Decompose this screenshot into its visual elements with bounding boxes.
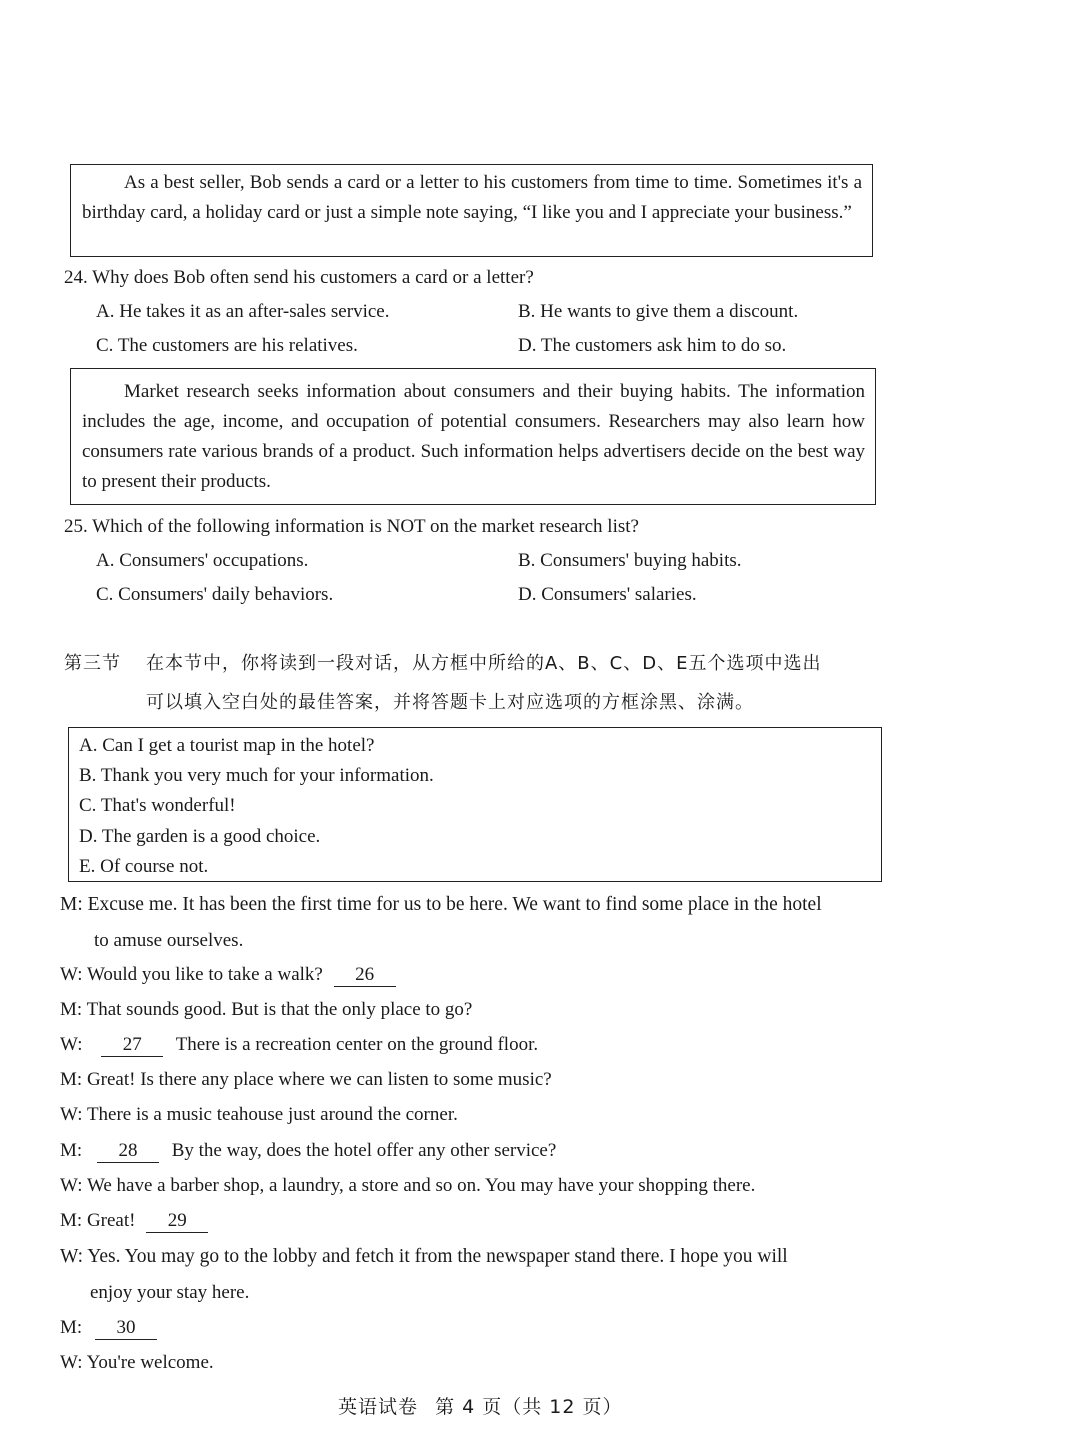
dialogue-line	[60, 1206, 208, 1236]
q25-option-a: A. Consumers' occupations.	[96, 550, 309, 571]
section-label: 第三节	[64, 653, 121, 674]
q24-option-d: D. The customers ask him to do so.	[518, 335, 787, 356]
q24-option-c: C. The customers are his relatives.	[96, 335, 358, 356]
answer-blank-26[interactable]: 26	[334, 964, 396, 987]
choice-b: B. Thank you very much for your information.	[79, 765, 434, 786]
q24-option-a: A. He takes it as an after-sales service.	[96, 301, 390, 322]
q25-option-b: B. Consumers' buying habits.	[518, 550, 742, 571]
dialogue-text: Yes. You may go to the lobby and fetch it from the newspaper stand there. I hope you will	[87, 1246, 788, 1267]
dialogue-text: Great!	[86, 1210, 136, 1231]
speaker: W:	[60, 1246, 84, 1267]
section-instruction-2: 可以填入空白处的最佳答案，并将答题卡上对应选项的方框涂黑、涂满。	[146, 692, 754, 713]
answer-blank-30[interactable]: 30	[95, 1317, 157, 1340]
choice-d: D. The garden is a good choice.	[79, 826, 321, 847]
speaker: M:	[60, 1069, 83, 1090]
speaker: M:	[60, 1210, 83, 1231]
dialogue-continuation: enjoy your stay here.	[90, 1282, 250, 1303]
section-instruction-1: 在本节中，你将读到一段对话，从方框中所给的A、B、C、D、E五个选项中选出	[146, 653, 822, 674]
speaker: W:	[60, 1175, 83, 1196]
dialogue-text: That sounds good. But is that the only place to go?	[86, 999, 473, 1020]
dialogue-text: Would you like to take a walk?	[86, 964, 323, 985]
choice-c: C. That's wonderful!	[79, 795, 236, 816]
choice-e: E. Of course not.	[79, 856, 209, 877]
answer-blank-27[interactable]: 27	[101, 1034, 163, 1057]
dialogue-line	[60, 1313, 157, 1343]
choices-box	[68, 727, 882, 882]
speaker: W:	[60, 1104, 83, 1125]
page-footer	[338, 1392, 623, 1422]
dialogue-text: By the way, does the hotel offer any other service?	[171, 1140, 557, 1161]
dialogue-text: We have a barber shop, a laundry, a store and so on. You may have your shopping there.	[86, 1175, 756, 1196]
choice-a: A. Can I get a tourist map in the hotel?	[79, 735, 375, 756]
speaker: M:	[60, 999, 83, 1020]
dialogue-line	[60, 1242, 788, 1272]
dialogue-continuation: to amuse ourselves.	[94, 930, 244, 951]
dialogue-line	[60, 960, 396, 990]
q25-option-d: D. Consumers' salaries.	[518, 584, 697, 605]
dialogue-line	[60, 1171, 755, 1201]
dialogue-text: You're welcome.	[86, 1352, 214, 1373]
dialogue-text: There is a recreation center on the ground floor.	[175, 1034, 539, 1055]
passage-text: As a best seller, Bob sends a card or a letter to his customers from time to time. Sometimes it's a birthday card, a holiday card or just a simple note saying, “I like you and I appreciate your business.”	[82, 172, 862, 223]
speaker: W:	[60, 1352, 83, 1373]
passage-box-24	[70, 164, 873, 257]
dialogue-line	[60, 1348, 214, 1378]
q24-option-b: B. He wants to give them a discount.	[518, 301, 799, 322]
question-24-stem: 24. Why does Bob often send his customers a card or a letter?	[64, 267, 534, 288]
dialogue-line	[60, 1100, 458, 1130]
dialogue-line	[60, 1136, 556, 1166]
dialogue-text: Great! Is there any place where we can listen to some music?	[86, 1069, 552, 1090]
question-25-stem: 25. Which of the following information is NOT on the market research list?	[64, 516, 639, 537]
speaker: M:	[60, 894, 83, 915]
dialogue-line	[60, 1065, 552, 1095]
dialogue-line	[60, 1030, 538, 1060]
q25-option-c: C. Consumers' daily behaviors.	[96, 584, 334, 605]
dialogue-text: Excuse me. It has been the first time for us to be here. We want to find some place in the hotel	[87, 894, 822, 915]
footer-page: 第 4 页（共 12 页）	[435, 1396, 623, 1418]
dialogue-line	[60, 995, 472, 1025]
speaker: M:	[60, 1317, 83, 1338]
footer-subject: 英语试卷	[338, 1396, 419, 1418]
answer-blank-28[interactable]: 28	[97, 1140, 159, 1163]
speaker: W:	[60, 1034, 83, 1055]
passage-text: Market research seeks information about consumers and their buying habits. The information includes the age, income, and occupation of potential consumers. Researchers may also learn how consumers rate various brands of a product. Such information helps advertisers decide on the best way to present their products.	[82, 381, 865, 492]
passage-box-25	[70, 368, 876, 505]
speaker: M:	[60, 1140, 83, 1161]
dialogue-text: There is a music teahouse just around the corner.	[86, 1104, 458, 1125]
dialogue-line	[60, 890, 822, 920]
answer-blank-29[interactable]: 29	[146, 1210, 208, 1233]
speaker: W:	[60, 964, 83, 985]
